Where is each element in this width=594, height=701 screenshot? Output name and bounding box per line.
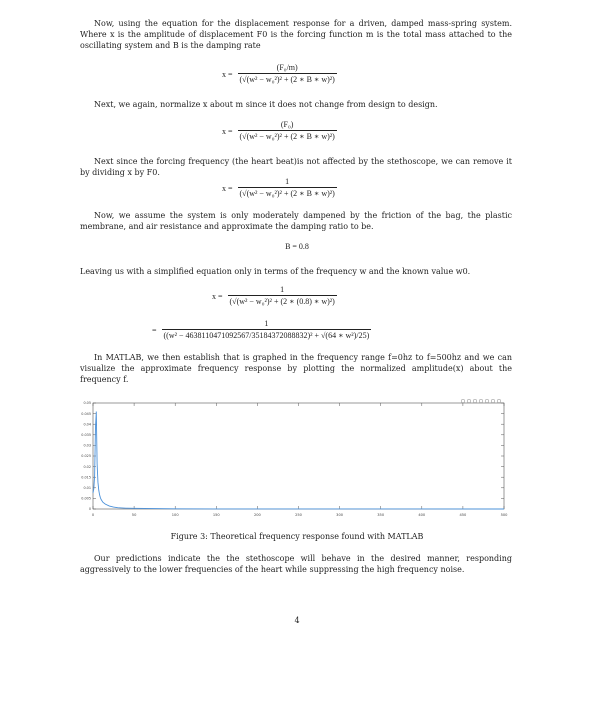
data-tip-icon[interactable] <box>473 399 477 403</box>
equation-numerator: 1 <box>264 319 269 328</box>
equation-damping-value: B = 0.8 <box>285 242 309 251</box>
equation-denominator: ((w² − 4638110471092567/35184372088832)² + √(64 ∗ w²)/25) <box>163 331 370 340</box>
equation-denominator: (√(w² − w₀²)² + (2 ∗ B ∗ w)²) <box>239 189 335 198</box>
equation-equals: = <box>152 325 157 335</box>
y-tick-label: 0.01 <box>83 486 91 490</box>
y-tick-label: 0.04 <box>83 422 91 427</box>
y-tick-label: 0 <box>88 507 91 512</box>
y-tick-label: 0.025 <box>81 454 91 459</box>
frequency-response-figure <box>79 397 513 521</box>
equation-expanded <box>152 319 371 341</box>
equation-normalized-f0 <box>222 177 337 199</box>
x-tick-label: 100 <box>171 513 179 517</box>
y-tick-label: 0.035 <box>81 433 91 437</box>
equation-lhs: x = <box>222 126 233 136</box>
x-tick-label: 500 <box>500 513 508 517</box>
equation-displacement <box>222 63 337 85</box>
paragraph-damping-assumption: Now, we assume the system is only moderately dampened by the friction of the bag, the plastic membrane, and air resistance and approximate the damping ratio to be. <box>80 211 512 231</box>
y-tick-label: 0.015 <box>81 475 91 480</box>
equation-denominator: (√(w² − w₀²)² + (2 ∗ (0.8) ∗ w)²) <box>229 297 335 306</box>
zoom-in-icon[interactable] <box>485 399 489 403</box>
paragraph-conclusion: Our predictions indicate the the stethoscope will behave in the desired manner, responding aggressively to the lower frequencies of the heart while suppressing the high frequency noise. <box>80 554 512 574</box>
pan-icon[interactable] <box>479 399 483 403</box>
equation-numerator: (F₀/m) <box>276 63 298 72</box>
brush-icon[interactable] <box>467 399 471 403</box>
zoom-out-icon[interactable] <box>491 399 495 403</box>
x-tick-label: 300 <box>336 513 344 517</box>
x-tick-label: 450 <box>459 513 467 517</box>
frequency-response-chart <box>79 397 513 521</box>
x-tick-label: 200 <box>253 513 261 517</box>
x-tick-label: 150 <box>212 513 220 517</box>
x-tick-label: 50 <box>131 513 137 517</box>
x-tick-label: 250 <box>295 513 302 517</box>
home-icon[interactable] <box>497 399 501 403</box>
paragraph-matlab: In MATLAB, we then establish that is graphed in the frequency range f=0hz to f=500hz and we can visualize the approximate frequency response by plotting the normalized amplitude(x) about the frequency f. <box>80 353 512 384</box>
y-tick-label: 0.03 <box>83 443 91 448</box>
equation-denominator: (√(w² − w₀²)² + (2 ∗ B ∗ w)²) <box>239 75 335 84</box>
y-tick-label: 0.05 <box>83 401 91 406</box>
equation-lhs: x = <box>212 291 223 301</box>
plot-toolbar[interactable] <box>461 399 501 403</box>
equation-numerator: (F₀) <box>280 120 294 129</box>
figure-caption: Figure 3: Theoretical frequency response found with MATLAB <box>170 532 424 541</box>
y-tick-label: 0.02 <box>83 464 91 469</box>
equation-numerator: 1 <box>280 285 285 294</box>
plot-area-frame <box>93 403 504 509</box>
paragraph-simplified: Leaving us with a simplified equation only in terms of the frequency w and the known value w0. <box>80 267 471 276</box>
equation-normalized-m <box>222 120 337 142</box>
y-tick-label: 0.045 <box>81 411 91 416</box>
x-tick-label: 400 <box>418 513 426 517</box>
x-tick-label: 0 <box>91 513 95 517</box>
equation-lhs: x = <box>222 69 233 79</box>
equation-denominator: (√(w² − w₀²)² + (2 ∗ B ∗ w)²) <box>239 132 335 141</box>
x-tick-label: 350 <box>377 513 385 517</box>
equation-numerator: 1 <box>285 177 290 186</box>
paragraph-displacement-intro: Now, using the equation for the displacement response for a driven, damped mass-spring system. Where x is the amplitude of displacement F0 is the forcing function m is the total mass attached to the oscillating system and B is the damping rate <box>80 19 512 50</box>
equation-lhs: x = <box>222 183 233 193</box>
y-tick-label: 0.005 <box>81 496 91 501</box>
paragraph-normalize-m: Next, we again, normalize x about m since it does not change from design to design. <box>94 100 438 109</box>
page-number: 4 <box>294 616 300 625</box>
equation-simplified <box>212 285 337 307</box>
paragraph-remove-forcing: Next since the forcing frequency (the heart beat)is not affected by the stethoscope, we can remove it by dividing x by F0. <box>80 157 512 177</box>
export-icon[interactable] <box>461 399 465 403</box>
